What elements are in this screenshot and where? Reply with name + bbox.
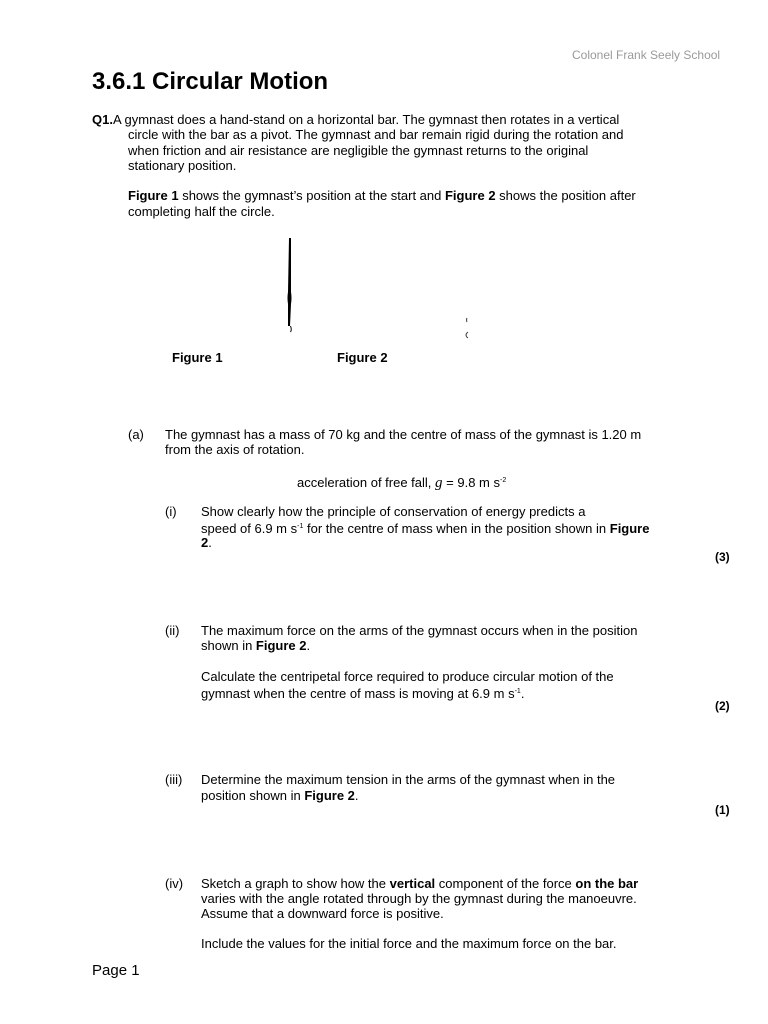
part-iii-line-2-end: .: [354, 788, 359, 803]
part-ii-figure-ref: Figure 2: [255, 638, 307, 653]
school-name: Colonel Frank Seely School: [572, 48, 721, 62]
page-number: Page 1: [92, 962, 140, 979]
part-a-line-2: from the axis of rotation.: [165, 442, 305, 457]
part-iii-line-1: Determine the maximum tension in the arms of the gymnast when in the: [201, 772, 616, 787]
figure-intro-end: shows the position after: [495, 188, 636, 203]
part-ii-speed-exponent: -1: [514, 688, 521, 695]
figure-intro-line-2: completing half the circle.: [128, 204, 275, 219]
part-a-label: (a): [128, 427, 144, 442]
q1-label: Q1.: [92, 112, 113, 127]
part-iv-line-2: varies with the angle rotated through by the gymnast during the manoeuvre.: [201, 891, 637, 906]
figure-1-gymnast-image: [280, 234, 300, 336]
part-i-figure-ref: Figure: [609, 521, 650, 536]
part-i-line-1: Show clearly how the principle of conservation of energy predicts a: [201, 504, 586, 519]
q1-line-1: [92, 112, 692, 128]
part-i-line-3: [201, 535, 212, 551]
figure-intro-fig1: Figure 1: [128, 188, 179, 203]
part-iii-figure-ref: Figure 2: [304, 788, 355, 803]
part-ii-label: (ii): [165, 623, 180, 638]
part-a-line-1: The gymnast has a mass of 70 kg and the centre of mass of the gymnast is 1.20 m: [165, 427, 642, 442]
figure-2-gymnast-image: [460, 314, 474, 342]
free-fall-prefix: acceleration of free fall,: [297, 475, 436, 490]
part-iv-line-1: [201, 876, 638, 892]
part-iii-line-2: [201, 788, 359, 804]
part-iv-line-4: Include the values for the initial force and the maximum force on the bar.: [201, 936, 617, 951]
part-iii-label: (iii): [165, 772, 183, 787]
figure-1-label: Figure 1: [172, 350, 223, 365]
page-title: 3.6.1 Circular Motion: [92, 68, 329, 95]
part-iv-vertical: vertical: [389, 876, 436, 891]
part-iv-label: (iv): [165, 876, 184, 891]
part-i-label: (i): [165, 504, 177, 519]
q1-line-4: stationary position.: [128, 158, 237, 173]
figure-intro-line-1: [128, 188, 636, 204]
part-ii-line-4: [201, 684, 524, 702]
part-iii-line-2-pre: position shown in: [201, 788, 305, 803]
figure-intro-mid: shows the gymnast’s position at the start and: [178, 188, 445, 203]
free-fall-value: = 9.8 m s: [442, 475, 500, 490]
part-i-speed: speed of 6.9 m s: [201, 521, 298, 536]
part-i-line-2: [201, 519, 649, 537]
free-fall-exponent: -2: [499, 477, 507, 484]
part-ii-line-3: Calculate the centripetal force required to produce circular motion of the: [201, 669, 614, 684]
g-symbol: g: [435, 475, 443, 491]
part-i-marks: (3): [715, 550, 730, 564]
part-iv-line-3: Assume that a downward force is positive.: [201, 906, 444, 921]
q1-line-3: when friction and air resistance are negligible the gymnast returns to the original: [128, 143, 589, 158]
part-ii-line-4-end: .: [520, 686, 525, 701]
part-i-line-2-text: for the centre of mass when in the position shown in: [303, 521, 610, 536]
part-ii-marks: (2): [715, 699, 730, 713]
part-i-figure-number: 2: [201, 535, 209, 550]
figure-intro-fig2: Figure 2: [444, 188, 496, 203]
part-i-speed-exponent: -1: [297, 523, 304, 530]
part-ii-line-2-pre: shown in: [201, 638, 256, 653]
free-fall-acceleration: [297, 473, 506, 492]
part-iv-on-the-bar: on the bar: [575, 876, 639, 891]
figure-2-label: Figure 2: [337, 350, 388, 365]
part-iii-marks: (1): [715, 803, 730, 817]
part-ii-speed: gymnast when the centre of mass is moving at 6.9 m s: [201, 686, 515, 701]
part-iv-line-1-pre: Sketch a graph to show how the: [201, 876, 390, 891]
part-ii-line-2-end: .: [306, 638, 311, 653]
q1-line-2: circle with the bar as a pivot. The gymnast and bar remain rigid during the rotation and: [128, 127, 624, 142]
q1-text-1: A gymnast does a hand-stand on a horizontal bar. The gymnast then rotates in a vertical: [112, 112, 620, 127]
part-ii-line-1: The maximum force on the arms of the gymnast occurs when in the position: [201, 623, 638, 638]
part-iv-line-1-mid: component of the force: [435, 876, 576, 891]
part-i-line-3-end: .: [208, 535, 212, 550]
part-ii-line-2: [201, 638, 310, 654]
